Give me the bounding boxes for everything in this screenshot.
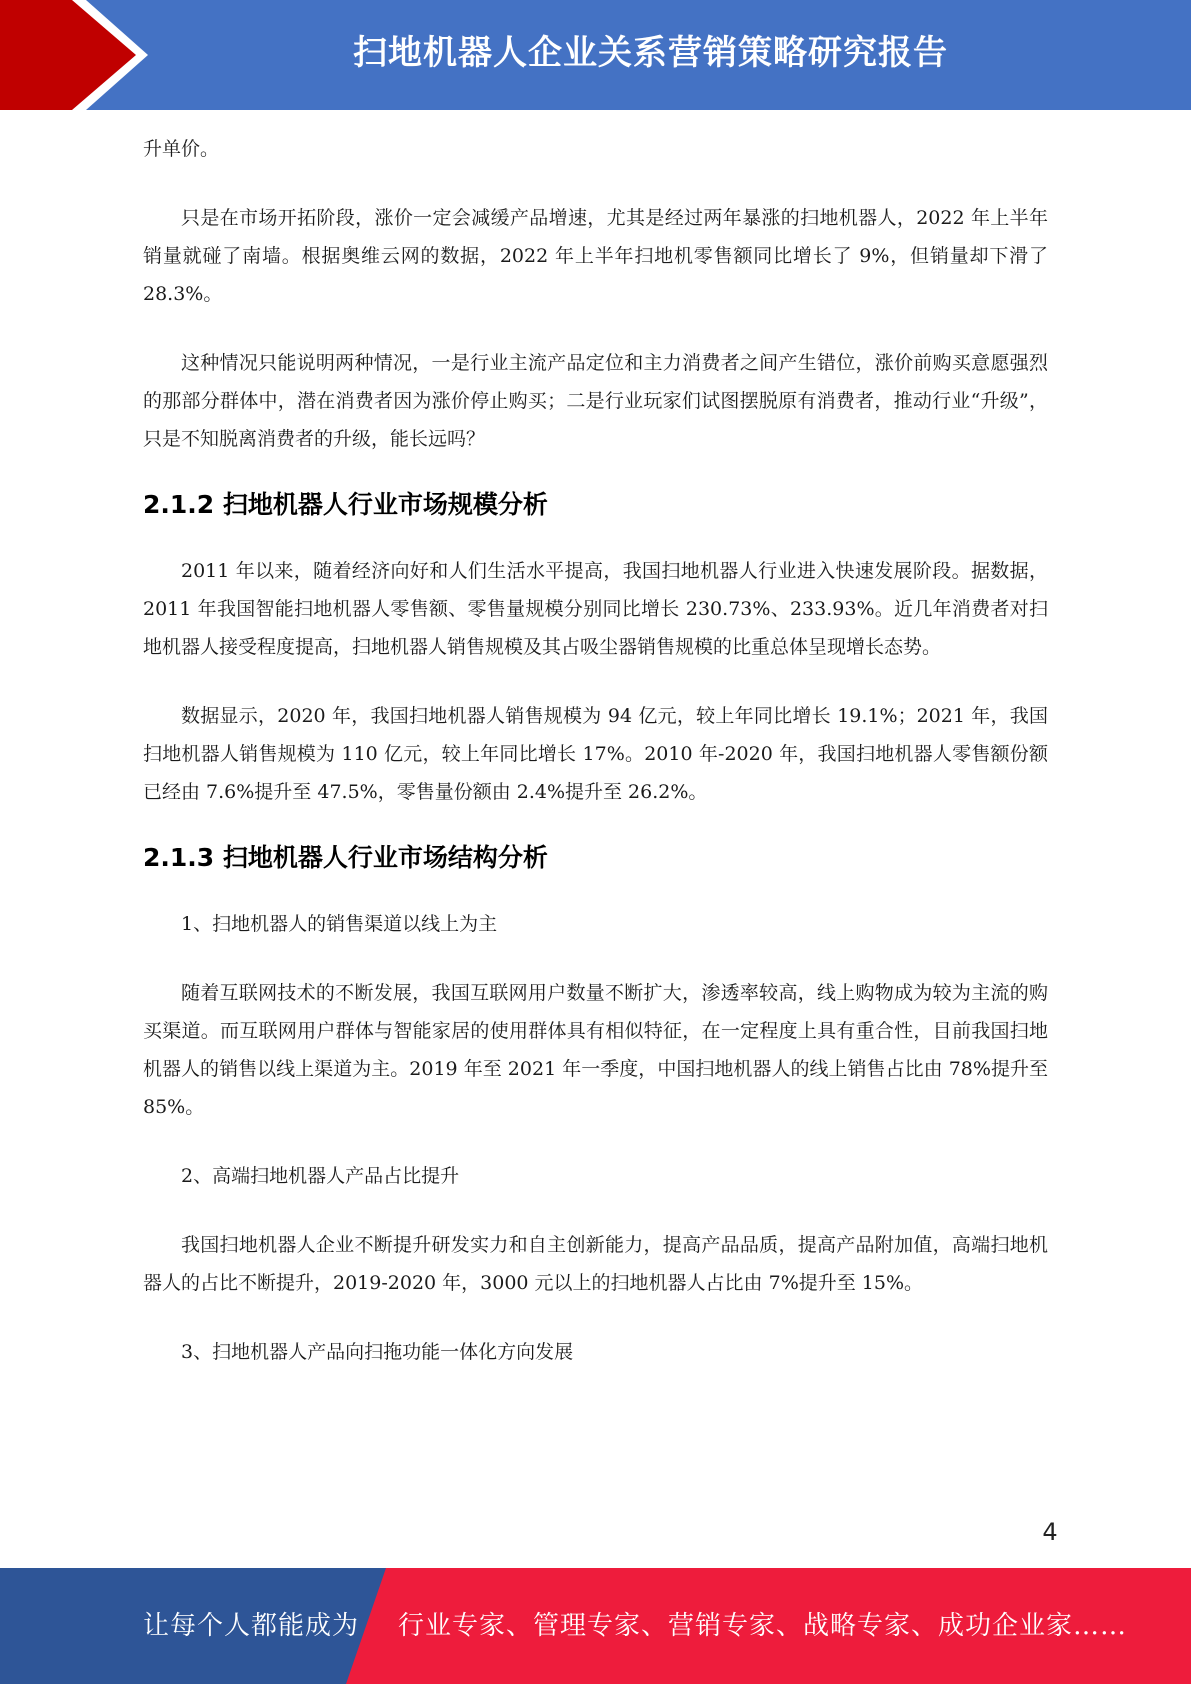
section-heading-2-1-2: 2.1.2 扫地机器人行业市场规模分析 — [143, 490, 548, 519]
paragraph-market-mismatch: 这种情况只能说明两种情况，一是行业主流产品定位和主力消费者之间产生错位，涨价前购买意愿强烈的那部分群体中，潜在消费者因为涨价停止购买；二是行业玩家们试图摆脱原有消费者，推动行业“升级”，只是不知脱离消费者的升级，能长远吗？ — [143, 352, 1048, 450]
paragraph-high-end-share: 我国扫地机器人企业不断提升研发实力和自主创新能力，提高产品品质，提高产品附加值，高端扫地机器人的占比不断提升，2019-2020 年，3000 元以上的扫地机器人占比由 7%提升至 15%。 — [143, 1234, 1048, 1294]
page-number: 4 — [1042, 1518, 1058, 1546]
section-heading-2-1-3: 2.1.3 扫地机器人行业市场结构分析 — [143, 843, 548, 872]
list-item-online-channel: 1、扫地机器人的销售渠道以线上为主 — [181, 913, 498, 935]
paragraph-continuation: 升单价。 — [143, 138, 220, 160]
page-header — [0, 0, 1191, 110]
document-title: 扫地机器人企业关系营销策略研究报告 — [353, 33, 948, 73]
paragraph-online-channel: 随着互联网技术的不断发展，我国互联网用户数量不断扩大，渗透率较高，线上购物成为较为主流的购买渠道。而互联网用户群体与智能家居的使用群体具有相似特征，在一定程度上具有重合性，目前我国扫地机器人的销售以线上渠道为主。2019 年至 2021 年一季度，中国扫地机器人的线上销售占比由 78%提升至 85%。 — [143, 982, 1048, 1118]
paragraph-market-growth: 2011 年以来，随着经济向好和人们生活水平提高，我国扫地机器人行业进入快速发展阶段。据数据，2011 年我国智能扫地机器人零售额、零售量规模分别同比增长 230.73%、233.93%。近几年消费者对扫地机器人接受程度提高，扫地机器人销售规模及其占吸尘器销售规模的比重总体呈现增长态势。 — [143, 560, 1048, 658]
page-footer — [0, 1568, 1191, 1684]
page-content — [143, 130, 1048, 1371]
footer-slogan-right: 行业专家、管理专家、营销专家、战略专家、成功企业家…… — [398, 1611, 1128, 1641]
list-item-high-end-share: 2、高端扫地机器人产品占比提升 — [181, 1165, 460, 1187]
paragraph-sales-scale: 数据显示，2020 年，我国扫地机器人销售规模为 94 亿元，较上年同比增长 19.1%；2021 年，我国扫地机器人销售规模为 110 亿元，较上年同比增长 17%。2010 年-2020 年，我国扫地机器人零售额份额已经由 7.6%提升至 47.5%，零售量份额由 2.4%提升至 26.2%。 — [143, 705, 1048, 803]
list-item-sweep-mop-integration: 3、扫地机器人产品向扫拖功能一体化方向发展 — [181, 1341, 574, 1363]
paragraph-price-impact: 只是在市场开拓阶段，涨价一定会减缓产品增速，尤其是经过两年暴涨的扫地机器人，2022 年上半年销量就碰了南墙。根据奥维云网的数据，2022 年上半年扫地机零售额同比增长了 9%，但销量却下滑了 28.3%。 — [143, 207, 1048, 305]
footer-slogan-left: 让每个人都能成为 — [143, 1611, 360, 1641]
